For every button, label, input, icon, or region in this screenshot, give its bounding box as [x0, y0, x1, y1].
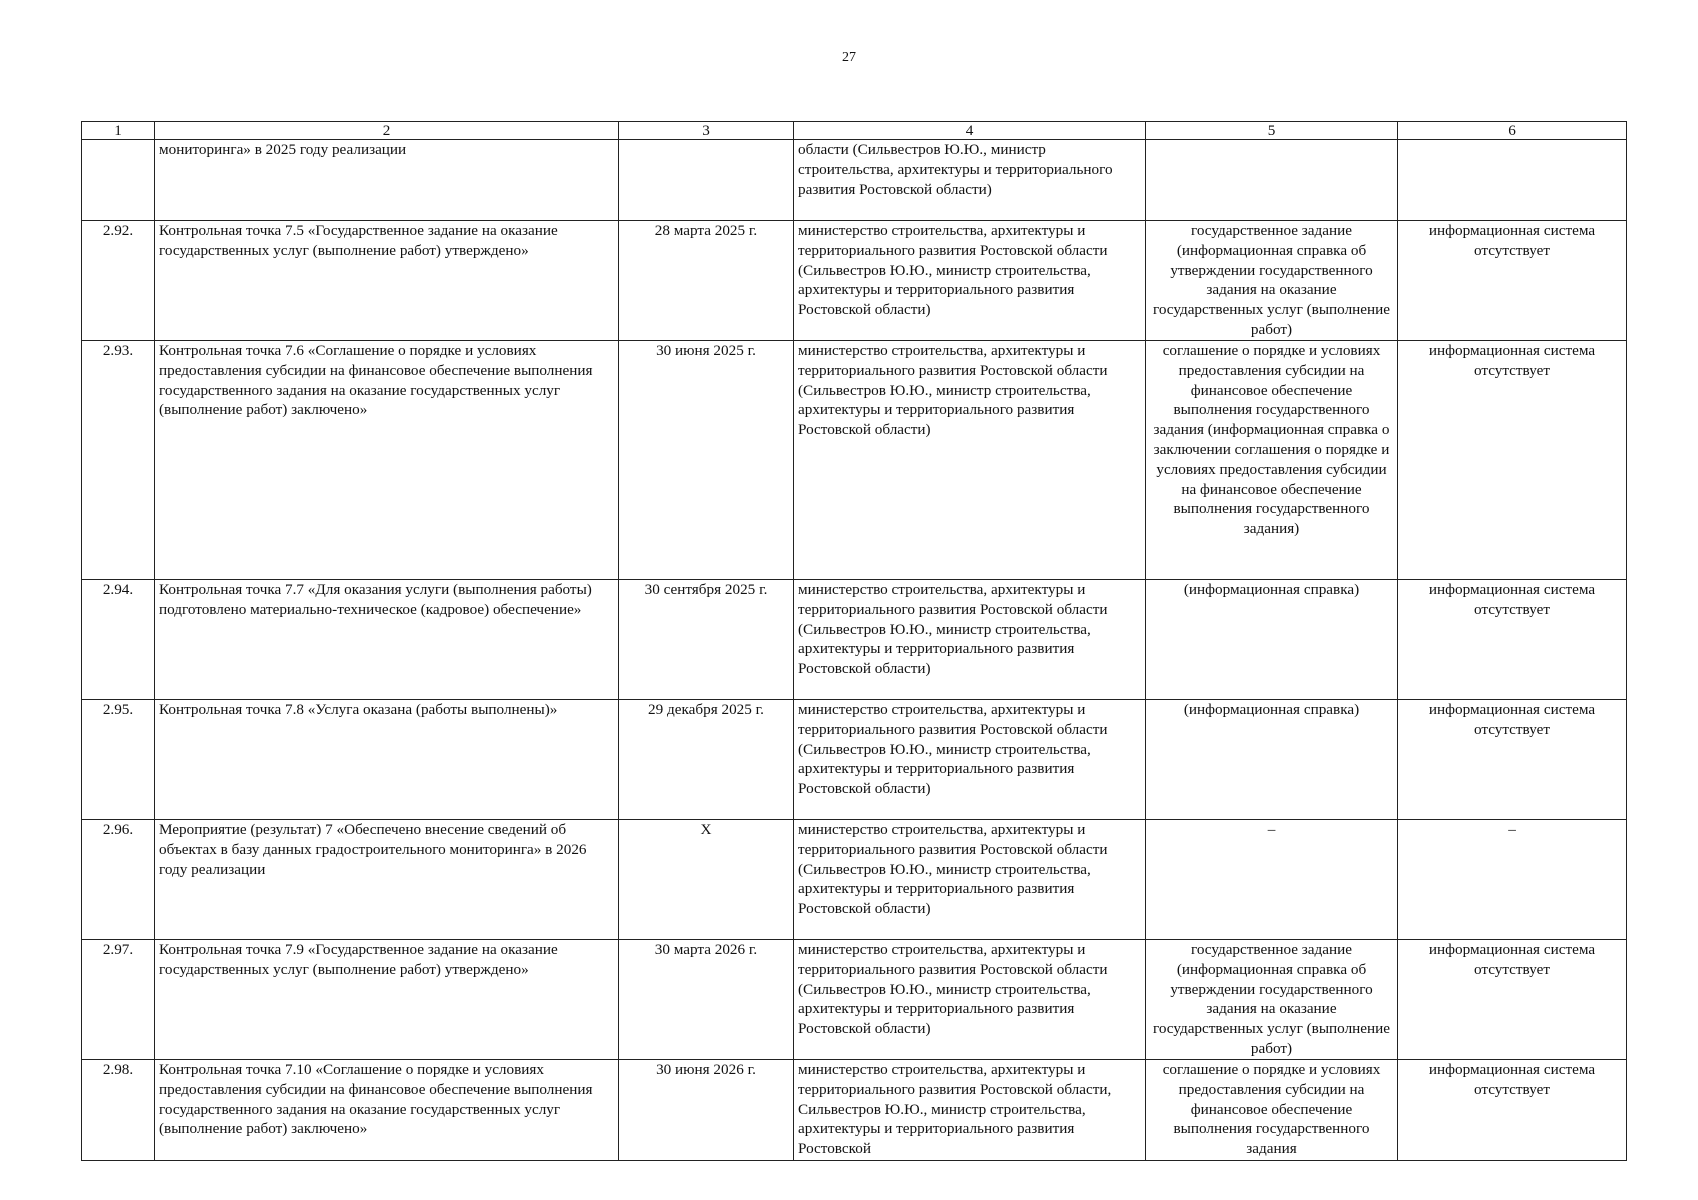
information-system-cell: – [1398, 820, 1627, 940]
column-header: 4 [794, 122, 1146, 140]
document-cell: (информационная справка) [1146, 700, 1398, 820]
table-row [82, 940, 1627, 1060]
column-header: 3 [619, 122, 794, 140]
document-cell: соглашение о порядке и условиях предоставления субсидии на финансовое обеспечение выполнения государственного задания [1146, 1060, 1398, 1161]
row-number-cell: 2.95. [82, 700, 155, 820]
information-system-cell: информационная система отсутствует [1398, 341, 1627, 580]
row-number-cell: 2.93. [82, 341, 155, 580]
responsible-cell: министерство строительства, архитектуры и территориального развития Ростовской области (Сильвестров Ю.Ю., министр строительства, архитектуры и территориального развития Ростовской области) [794, 820, 1146, 940]
row-number-cell: 2.97. [82, 940, 155, 1060]
responsible-cell: министерство строительства, архитектуры и территориального развития Ростовской области (Сильвестров Ю.Ю., министр строительства, архитектуры и территориального развития Ростовской области) [794, 221, 1146, 341]
deadline-cell: 30 марта 2026 г. [619, 940, 794, 1060]
event-name-cell: мониторинга» в 2025 году реализации [155, 140, 619, 221]
document-cell: государственное задание (информационная справка об утверждении государственного задания на оказание государственных услуг (выполнение работ) [1146, 940, 1398, 1060]
table-row [82, 580, 1627, 700]
page-number: 27 [842, 50, 856, 65]
responsible-cell: министерство строительства, архитектуры и территориального развития Ростовской области (Сильвестров Ю.Ю., министр строительства, архитектуры и территориального развития Ростовской области) [794, 580, 1146, 700]
column-header: 1 [82, 122, 155, 140]
deadline-cell: 28 марта 2025 г. [619, 221, 794, 341]
event-name-cell: Мероприятие (результат) 7 «Обеспечено внесение сведений об объектах в базу данных градостроительного мониторинга» в 2026 году реализации [155, 820, 619, 940]
document-cell [1146, 140, 1398, 221]
document-cell: соглашение о порядке и условиях предоставления субсидии на финансовое обеспечение выполнения государственного задания (информационная справка о заключении соглашения о порядке и условиях предоставления субсидии на финансовое обеспечение выполнения государственного задания) [1146, 341, 1398, 580]
event-name-cell: Контрольная точка 7.9 «Государственное задание на оказание государственных услуг (выполнение работ) утверждено» [155, 940, 619, 1060]
row-number-cell: 2.96. [82, 820, 155, 940]
information-system-cell: информационная система отсутствует [1398, 940, 1627, 1060]
responsible-cell: министерство строительства, архитектуры и территориального развития Ростовской области, Сильвестров Ю.Ю., министр строительства, архитектуры и территориального развития Ростовской [794, 1060, 1146, 1161]
event-name-cell: Контрольная точка 7.8 «Услуга оказана (работы выполнены)» [155, 700, 619, 820]
document-cell: государственное задание (информационная справка об утверждении государственного задания на оказание государственных услуг (выполнение работ) [1146, 221, 1398, 341]
responsible-cell: области (Сильвестров Ю.Ю., министр строительства, архитектуры и территориального развития Ростовской области) [794, 140, 1146, 221]
column-header: 2 [155, 122, 619, 140]
deadline-cell [619, 140, 794, 221]
document-cell: – [1146, 820, 1398, 940]
table-row [82, 341, 1627, 580]
table-row [82, 820, 1627, 940]
deadline-cell: 29 декабря 2025 г. [619, 700, 794, 820]
responsible-cell: министерство строительства, архитектуры и территориального развития Ростовской области (Сильвестров Ю.Ю., министр строительства, архитектуры и территориального развития Ростовской области) [794, 940, 1146, 1060]
plan-table [81, 121, 1627, 1161]
deadline-cell: 30 июня 2026 г. [619, 1060, 794, 1161]
event-name-cell: Контрольная точка 7.10 «Соглашение о порядке и условиях предоставления субсидии на финансовое обеспечение выполнения государственного задания на оказание государственных услуг (выполнение работ) заключено» [155, 1060, 619, 1161]
table-row [82, 221, 1627, 341]
table-row [82, 140, 1627, 221]
row-number-cell: 2.98. [82, 1060, 155, 1161]
information-system-cell: информационная система отсутствует [1398, 221, 1627, 341]
deadline-cell: 30 июня 2025 г. [619, 341, 794, 580]
deadline-cell: Х [619, 820, 794, 940]
event-name-cell: Контрольная точка 7.5 «Государственное задание на оказание государственных услуг (выполнение работ) утверждено» [155, 221, 619, 341]
event-name-cell: Контрольная точка 7.7 «Для оказания услуги (выполнения работы) подготовлено материально-техническое (кадровое) обеспечение» [155, 580, 619, 700]
responsible-cell: министерство строительства, архитектуры и территориального развития Ростовской области (Сильвестров Ю.Ю., министр строительства, архитектуры и территориального развития Ростовской области) [794, 341, 1146, 580]
table-row [82, 700, 1627, 820]
table-header-row [82, 122, 1627, 140]
deadline-cell: 30 сентября 2025 г. [619, 580, 794, 700]
information-system-cell: информационная система отсутствует [1398, 700, 1627, 820]
document-cell: (информационная справка) [1146, 580, 1398, 700]
table-row [82, 1060, 1627, 1161]
information-system-cell: информационная система отсутствует [1398, 580, 1627, 700]
column-header: 5 [1146, 122, 1398, 140]
information-system-cell: информационная система отсутствует [1398, 1060, 1627, 1161]
column-header: 6 [1398, 122, 1627, 140]
row-number-cell [82, 140, 155, 221]
information-system-cell [1398, 140, 1627, 221]
row-number-cell: 2.92. [82, 221, 155, 341]
event-name-cell: Контрольная точка 7.6 «Соглашение о порядке и условиях предоставления субсидии на финансовое обеспечение выполнения государственного задания на оказание государственных услуг (выполнение работ) заключено» [155, 341, 619, 580]
row-number-cell: 2.94. [82, 580, 155, 700]
responsible-cell: министерство строительства, архитектуры и территориального развития Ростовской области (Сильвестров Ю.Ю., министр строительства, архитектуры и территориального развития Ростовской области) [794, 700, 1146, 820]
